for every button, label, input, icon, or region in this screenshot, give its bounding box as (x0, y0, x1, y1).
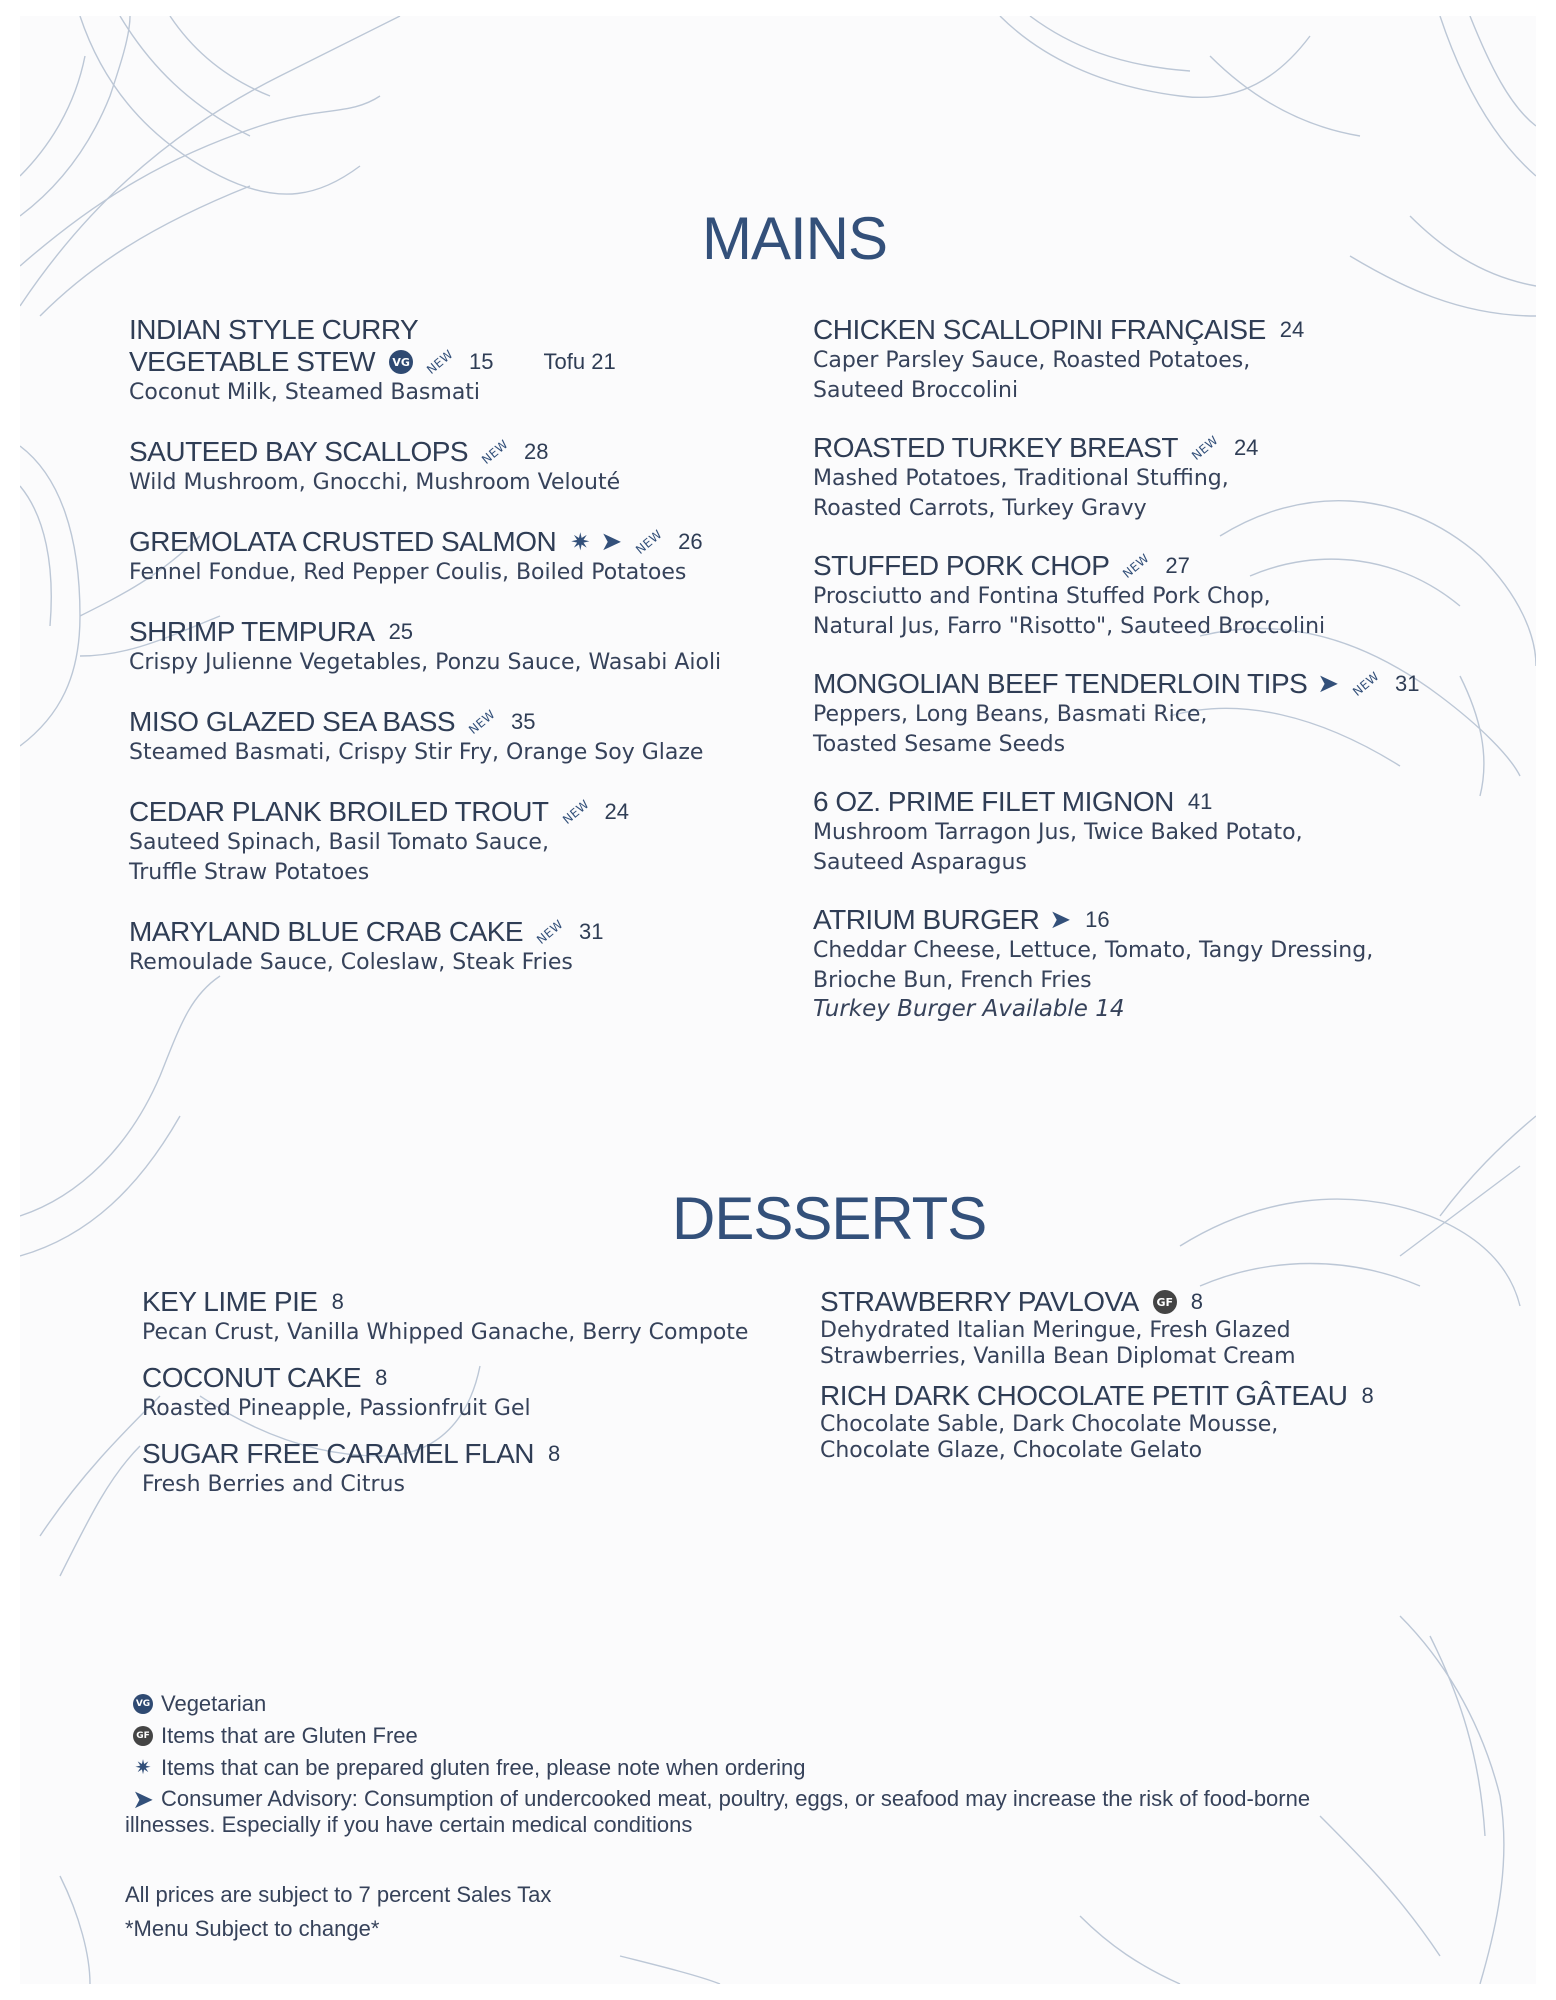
legend-gluten-free-prep (125, 1752, 1425, 1784)
consumer-advisory-icon: ➤ (132, 1784, 154, 1814)
desserts-right-column (820, 1286, 1520, 1464)
item-price: 26 (678, 529, 703, 554)
menu-item-scallops (129, 436, 789, 498)
tax-note: All prices are subject to 7 percent Sales Tax (125, 1882, 552, 1907)
item-description: Truffle Straw Potatoes (129, 860, 370, 885)
item-name: MARYLAND BLUE CRAB CAKE (129, 916, 524, 947)
item-name: VEGETABLE STEW (129, 346, 376, 377)
menu-item-turkey-breast (813, 432, 1513, 524)
item-name: ROASTED TURKEY BREAST (813, 432, 1178, 463)
item-name: CHICKEN SCALLOPINI FRANÇAISE (813, 314, 1266, 345)
new-tag: NEW (1189, 433, 1221, 463)
menu-item-atrium-burger (813, 904, 1513, 1022)
new-tag: NEW (534, 917, 567, 947)
consumer-advisory-icon: ➤ (1049, 905, 1072, 935)
item-description: Chocolate Sable, Dark Chocolate Mousse, (820, 1412, 1279, 1437)
item-description: Coconut Milk, Steamed Basmati (129, 380, 481, 405)
legend-consumer-advisory (125, 1786, 1425, 1838)
new-tag: NEW (479, 437, 512, 467)
item-price: 41 (1187, 789, 1213, 814)
item-description: Roasted Carrots, Turkey Gravy (813, 496, 1147, 521)
item-price: 16 (1085, 907, 1110, 932)
item-price: 8 (375, 1365, 388, 1390)
item-name: KEY LIME PIE (142, 1286, 318, 1317)
new-tag: NEW (1350, 669, 1383, 699)
item-price: 15 (469, 349, 494, 374)
menu-item-salmon (129, 526, 789, 588)
item-description: Caper Parsley Sauce, Roasted Potatoes, (813, 348, 1251, 373)
menu-item-chicken-scallopini (813, 314, 1513, 406)
footer (125, 1878, 551, 1946)
item-description: Chocolate Glaze, Chocolate Gelato (820, 1438, 1203, 1463)
dessert-strawberry-pavlova (820, 1286, 1520, 1370)
item-name: CEDAR PLANK BROILED TROUT (129, 796, 549, 827)
legend (125, 1688, 1425, 1838)
item-description: Steamed Basmati, Crispy Stir Fry, Orange Soy Glaze (129, 740, 704, 765)
menu-item-crab-cake (129, 916, 789, 978)
item-price: 8 (1190, 1289, 1204, 1314)
new-tag: NEW (1120, 551, 1153, 581)
item-name: INDIAN STYLE CURRY (129, 314, 419, 345)
item-name: STUFFED PORK CHOP (813, 550, 1110, 581)
item-note: Turkey Burger Available 14 (813, 996, 1125, 1022)
new-tag: NEW (466, 707, 499, 737)
item-name: SHRIMP TEMPURA (129, 616, 375, 647)
item-description: Mushroom Tarragon Jus, Twice Baked Potato, (813, 820, 1303, 845)
legend-label: Vegetarian (161, 1691, 267, 1716)
item-name: RICH DARK CHOCOLATE PETIT GÂTEAU (820, 1380, 1348, 1411)
item-price: 8 (1361, 1383, 1374, 1408)
mains-title: MAINS (702, 205, 888, 272)
item-description: Strawberries, Vanilla Bean Diplomat Cream (820, 1344, 1296, 1369)
item-description: Prosciutto and Fontina Stuffed Pork Chop, (813, 584, 1271, 609)
item-description: Natural Jus, Farro "Risotto", Sauteed Broccolini (813, 614, 1326, 639)
item-description: Dehydrated Italian Meringue, Fresh Glazed (820, 1318, 1291, 1343)
item-name: ATRIUM BURGER (813, 904, 1040, 935)
item-price: 24 (1279, 317, 1305, 342)
item-name: SUGAR FREE CARAMEL FLAN (142, 1438, 534, 1469)
item-description: Fresh Berries and Citrus (142, 1472, 405, 1497)
vegetarian-badge-icon: VG (133, 1694, 153, 1714)
item-description: Roasted Pineapple, Passionfruit Gel (142, 1396, 531, 1421)
item-description: Crispy Julienne Vegetables, Ponzu Sauce, Wasabi Aioli (129, 650, 722, 675)
item-price: 31 (1395, 671, 1420, 696)
legend-gluten-free (125, 1720, 1425, 1752)
item-name: GREMOLATA CRUSTED SALMON (129, 526, 557, 557)
menu-item-shrimp-tempura (129, 616, 789, 678)
item-description: Toasted Sesame Seeds (813, 732, 1066, 757)
legend-vegetarian (125, 1688, 1425, 1720)
legend-label: Items that are Gluten Free (161, 1723, 418, 1748)
item-name: COCONUT CAKE (142, 1362, 362, 1393)
item-description: Fennel Fondue, Red Pepper Coulis, Boiled Potatoes (129, 560, 687, 585)
item-price: 8 (547, 1441, 561, 1466)
item-name: SAUTEED BAY SCALLOPS (129, 436, 469, 467)
item-description: Sauteed Broccolini (813, 378, 1019, 403)
change-note: *Menu Subject to change* (125, 1916, 380, 1941)
legend-label: Consumer Advisory: Consumption of undercooked meat, poultry, eggs, or seafood may increase the risk of food-borne (161, 1786, 1311, 1811)
item-price: 8 (331, 1289, 344, 1314)
menu-item-curry-stew (129, 314, 789, 408)
menu-item-beef-tips (813, 668, 1513, 760)
item-description: Sauteed Asparagus (813, 850, 1027, 875)
item-price: 27 (1165, 553, 1190, 578)
consumer-advisory-icon: ➤ (1317, 669, 1340, 699)
top-left-flower (20, 16, 400, 316)
legend-label: illnesses. Especially if you have certain medical conditions (125, 1812, 693, 1837)
menu-item-trout (129, 796, 789, 888)
top-right-flower (1000, 16, 1536, 316)
item-price: 28 (524, 439, 549, 464)
new-tag: NEW (424, 347, 457, 377)
item-description: Sauteed Spinach, Basil Tomato Sauce, (129, 830, 549, 855)
dessert-chocolate-gateau (820, 1380, 1520, 1464)
gluten-free-badge-icon: GF (1153, 1290, 1177, 1314)
gluten-free-prep-icon: ✷ (134, 1757, 152, 1779)
desserts-left-column (142, 1286, 802, 1500)
vegetarian-badge-icon: VG (389, 350, 413, 374)
legend-label: Items that can be prepared gluten free, please note when ordering (161, 1755, 806, 1780)
item-name: MONGOLIAN BEEF TENDERLOIN TIPS (813, 668, 1308, 699)
item-description: Pecan Crust, Vanilla Whipped Ganache, Berry Compote (142, 1320, 749, 1345)
item-description: Wild Mushroom, Gnocchi, Mushroom Velouté (129, 470, 621, 495)
item-price: 31 (579, 919, 604, 944)
item-price: 35 (511, 709, 536, 734)
item-price: 24 (604, 799, 629, 824)
dessert-caramel-flan (142, 1438, 802, 1500)
item-description: Cheddar Cheese, Lettuce, Tomato, Tangy Dressing, (813, 938, 1374, 963)
menu-item-pork-chop (813, 550, 1513, 642)
item-name: STRAWBERRY PAVLOVA (820, 1286, 1139, 1317)
item-name: 6 OZ. PRIME FILET MIGNON (813, 786, 1174, 817)
item-price: 24 (1233, 435, 1259, 460)
desserts-title: DESSERTS (672, 1185, 987, 1252)
item-description: Peppers, Long Beans, Basmati Rice, (813, 702, 1208, 727)
menu-item-filet-mignon (813, 786, 1513, 878)
dessert-key-lime-pie (142, 1286, 802, 1348)
consumer-advisory-icon: ➤ (600, 527, 623, 557)
menu-item-sea-bass (129, 706, 789, 768)
item-name: MISO GLAZED SEA BASS (129, 706, 456, 737)
new-tag: NEW (559, 797, 592, 827)
item-price: 25 (388, 619, 414, 644)
item-description: Mashed Potatoes, Traditional Stuffing, (813, 466, 1229, 491)
item-description: Brioche Bun, French Fries (813, 968, 1092, 993)
new-tag: NEW (633, 527, 666, 557)
item-description: Remoulade Sauce, Coleslaw, Steak Fries (129, 950, 573, 975)
mains-left-column (129, 314, 789, 978)
dessert-coconut-cake (142, 1362, 802, 1424)
mains-right-column (813, 314, 1513, 1022)
gluten-free-prep-icon: ✷ (570, 528, 591, 556)
gluten-free-badge-icon: GF (133, 1726, 153, 1746)
item-extra-price: Tofu 21 (543, 349, 616, 374)
